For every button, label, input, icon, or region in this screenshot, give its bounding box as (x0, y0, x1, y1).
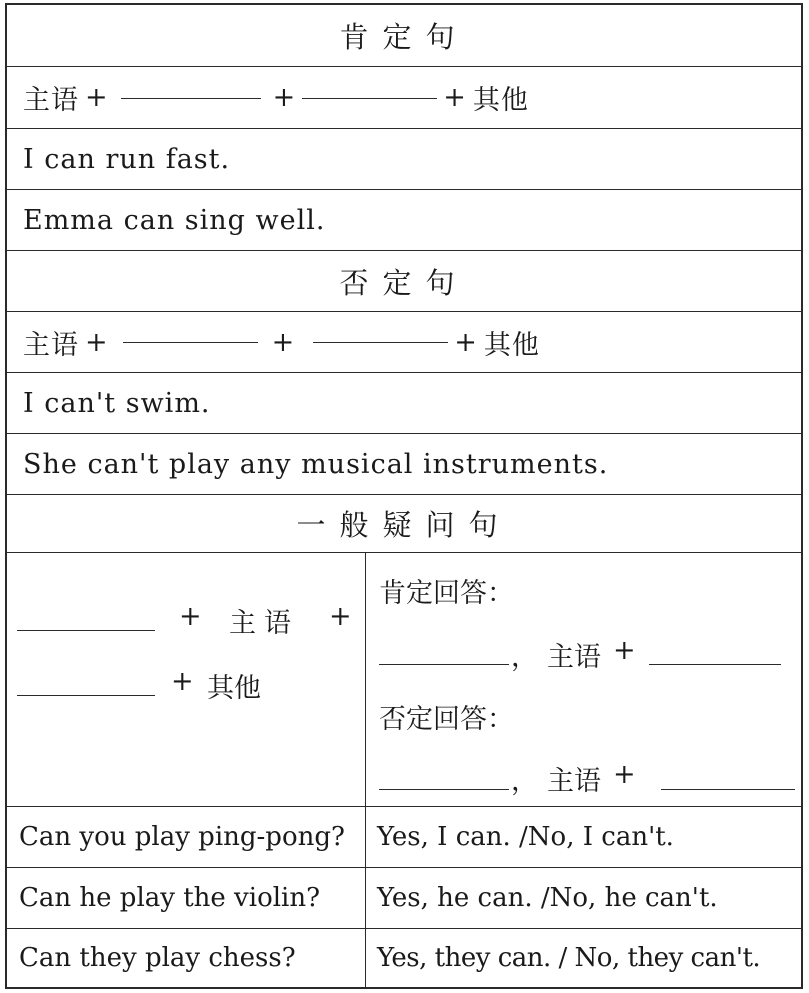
question-heading-text: 一般疑问句 (296, 508, 512, 542)
example-row (7, 434, 801, 495)
plus-sign: + (272, 82, 297, 113)
formula-subject: 主语 (229, 608, 299, 639)
formula-rest: 其他 (207, 673, 261, 704)
example-sentence: Emma can sing well. (23, 204, 326, 236)
answer-blank[interactable] (661, 788, 795, 790)
affirmative-heading (7, 5, 801, 67)
negative-heading (7, 251, 801, 312)
question-answers (367, 553, 801, 806)
answer-blank[interactable] (313, 341, 448, 343)
plus-sign: + (443, 82, 467, 113)
answer-blank[interactable] (17, 629, 155, 631)
affirmative-formula (7, 67, 801, 129)
example-question: Can they play chess? (19, 943, 296, 973)
yes-answer-label: 肯定回答： (379, 578, 514, 609)
plus-sign: + (613, 759, 636, 790)
plus-sign: + (85, 82, 109, 113)
example-sentence: I can't swim. (23, 387, 211, 419)
no-answer-label: 否定回答： (379, 704, 514, 735)
answer-blank[interactable] (649, 663, 781, 665)
example-question: Can he play the violin? (19, 883, 321, 913)
question-example-row (7, 868, 801, 929)
question-heading (7, 495, 801, 553)
plus-sign: + (613, 635, 636, 666)
answer-blank[interactable] (302, 97, 437, 99)
grammar-table (5, 3, 803, 989)
plus-sign: + (454, 326, 478, 358)
plus-sign: + (171, 666, 194, 697)
plus-sign: + (179, 601, 202, 632)
example-row (7, 373, 801, 434)
negative-formula (7, 312, 801, 373)
answer-blank[interactable] (17, 694, 155, 696)
example-row (7, 190, 801, 251)
question-formula-row (7, 553, 801, 807)
answer-blank[interactable] (379, 788, 509, 790)
question-formula (7, 553, 365, 806)
formula-rest: 其他 (472, 85, 529, 116)
answer-blank[interactable] (123, 341, 258, 343)
example-answer: Yes, I can. /No, I can't. (377, 822, 674, 852)
negative-heading-text: 否定句 (339, 265, 469, 300)
plus-sign: + (329, 601, 352, 632)
formula-rest: 其他 (483, 329, 540, 361)
formula-subject: 主语 (23, 85, 79, 116)
answer-subject: 主语 (547, 766, 601, 797)
example-row (7, 129, 801, 190)
affirmative-heading-text: 肯定句 (339, 20, 469, 54)
example-sentence: She can't play any musical instruments. (23, 448, 609, 480)
example-sentence: I can run fast. (23, 143, 231, 175)
answer-blank[interactable] (121, 97, 261, 99)
example-answer: Yes, they can. / No, they can't. (377, 943, 761, 973)
answer-subject: 主语 (547, 642, 601, 673)
formula-subject: 主语 (23, 329, 79, 361)
answer-blank[interactable] (379, 663, 509, 665)
question-example-row (7, 929, 801, 987)
plus-sign: + (271, 326, 296, 358)
plus-sign: + (85, 326, 109, 358)
comma: ， (511, 642, 538, 673)
column-divider (365, 553, 366, 987)
comma: ， (511, 766, 538, 797)
example-answer: Yes, he can. /No, he can't. (377, 883, 718, 913)
question-example-row (7, 807, 801, 868)
example-question: Can you play ping-pong? (19, 822, 345, 852)
